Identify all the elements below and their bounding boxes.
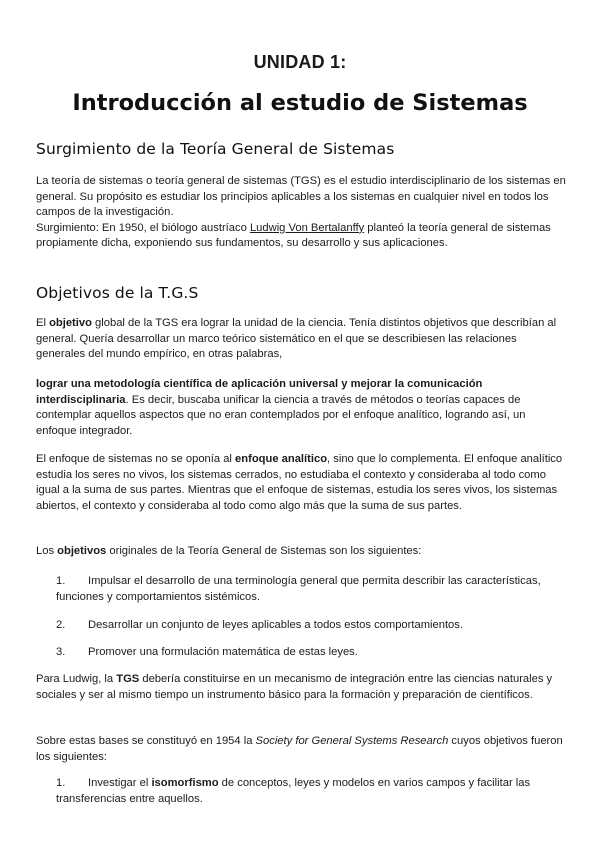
paragraph-objetivos-intro: [36, 544, 568, 560]
paragraph-metodologia: [36, 377, 568, 439]
paragraph-text: Sobre estas bases se constituyó en 1954 la: [36, 735, 256, 747]
list-text: Promover una formulación matemática de estas leyes.: [88, 646, 358, 658]
list-number: 2.: [56, 619, 66, 631]
paragraph-text: originales de la Teoría General de Sistemas son los siguientes:: [106, 545, 422, 557]
paragraph-text: , sino que lo complementa. El enfoque analítico estudia los seres no vivos, los sistemas cerrados, no estudiaba el contexto y consideraba al todo como igual a la suma de sus partes. Mientras que el enfoque de sistemas, estudia los seres vivos, los sistemas abiertos, el contexto y consideraba al todo como algo más que la suma de sus partes.: [36, 453, 563, 512]
paragraph-text: planteó la teoría general de sistemas propiamente dicha, exponiendo sus fundamentos, su desarrollo y sus aplicaciones.: [36, 221, 551, 249]
bold-phrase: lograr una metodología científica de aplicación universal y mejorar la comunicación interdisciplinaria: [36, 378, 483, 406]
paragraph-text: Surgimiento: En 1950, el biólogo austríaco: [36, 221, 250, 234]
list-text: Impulsar el desarrollo de una terminología general que permita describir las características, funciones y comportamientos sistémicos.: [56, 575, 541, 603]
paragraph-text: Para Ludwig, la: [36, 673, 117, 685]
page-title: Introducción al estudio de Sistemas: [72, 90, 528, 116]
paragraph-text: El: [36, 317, 50, 329]
bertalanffy-link[interactable]: Ludwig Von Bertalanffy: [249, 221, 365, 234]
unit-label: UNIDAD 1:: [253, 52, 347, 72]
section-heading-surgimiento: Surgimiento de la Teoría General de Sistemas: [36, 140, 395, 158]
bold-term: TGS: [116, 673, 140, 685]
section-heading-objetivos: Objetivos de la T.G.S: [36, 284, 199, 302]
paragraph-objetivo-global: [36, 316, 568, 363]
bold-term: enfoque analítico: [235, 453, 328, 465]
bold-term: isomorfismo: [151, 777, 219, 789]
paragraph-text: La teoría de sistemas o teoría general de sistemas (TGS) es el estudio interdisciplinario de los sistemas en general. Su propósito es estudiar los principios aplicables a los sistemas en cualquier nivel en todos los campos de la investigación.: [36, 175, 566, 218]
paragraph-text: global de la TGS era lograr la unidad de la ciencia. Tenía distintos objetivos que describían al general. Quería desarrollar un marco teórico sistemático en el que se describiesen las relaciones generales del mundo empírico, en otras palabras,: [36, 317, 557, 360]
list-number: 1.: [56, 575, 66, 587]
list-number: 1.: [56, 777, 66, 789]
bold-term: objetivos: [57, 545, 107, 557]
paragraph-text: cuyos objetivos fueron los siguientes:: [36, 735, 563, 763]
list-text: Desarrollar un conjunto de leyes aplicables a todos estos comportamientos.: [88, 619, 463, 631]
paragraph-society: [36, 734, 568, 765]
list-item: [56, 618, 568, 634]
paragraph-text: Los: [36, 545, 58, 557]
paragraph-text: El enfoque de sistemas no se oponía al: [36, 453, 236, 465]
list-item: [56, 574, 568, 605]
paragraph-tgs-definition: [36, 174, 568, 252]
paragraph-enfoque: [36, 452, 568, 514]
paragraph-text: . Es decir, buscaba unificar la ciencia a través de métodos o teorías capaces de contemplar aquellos aspectos que no eran contemplados por el enfoque analítico, logrando así, un enfoque integrador.: [36, 393, 526, 437]
bold-term: objetivo: [49, 317, 92, 329]
italic-name: Society for General Systems Research: [255, 735, 449, 747]
paragraph-text: debería constituirse en un mecanismo de integración entre las ciencias naturales y sociales y ser al mismo tiempo un instrumento básico para la formación y preparación de científicos.: [36, 673, 553, 701]
list-text: de conceptos, leyes y modelos en varios campos y facilitar las transferencias entre aquellos.: [56, 777, 531, 805]
list-item: [56, 645, 568, 661]
list-item: [56, 776, 568, 807]
list-text: Investigar el: [88, 777, 152, 789]
list-number: 3.: [56, 646, 66, 658]
paragraph-ludwig: [36, 672, 568, 703]
